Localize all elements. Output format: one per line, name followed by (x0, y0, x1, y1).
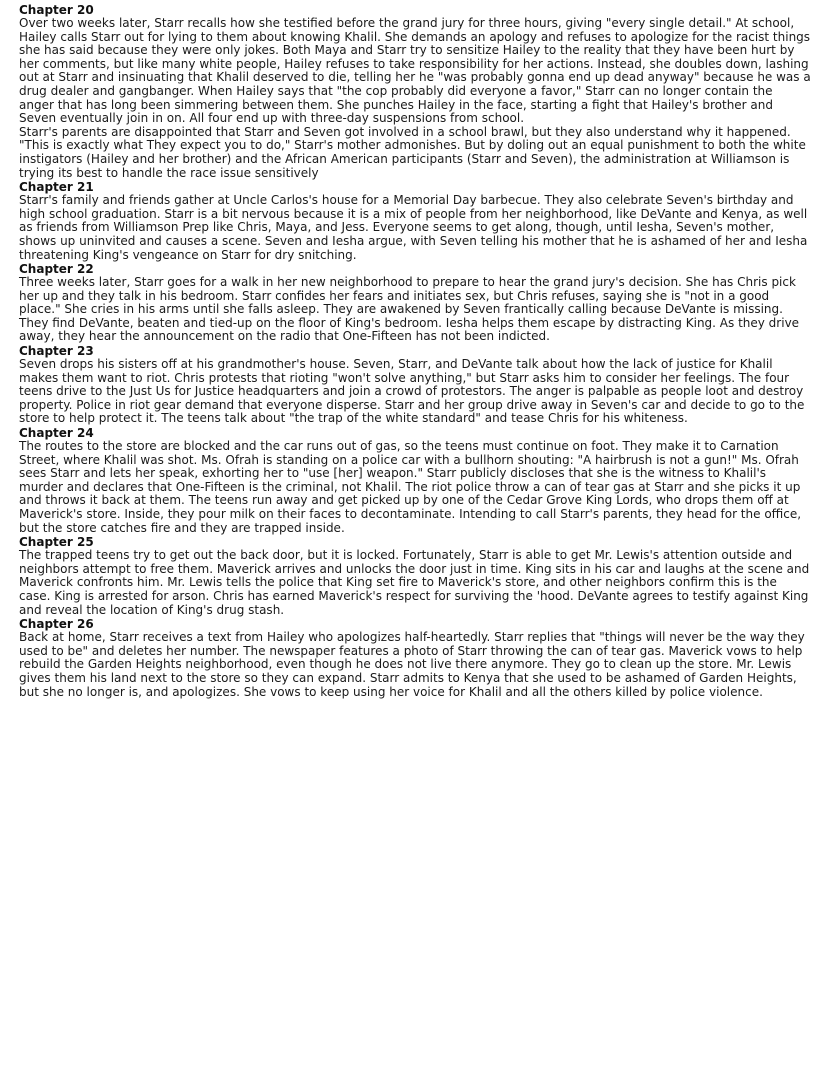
chapter-23-section (19, 344, 811, 426)
chapter-paragraph: The routes to the store are blocked and the car runs out of gas, so the teens must continue on foot. They make it to Carnation Street, where Khalil was shot. Ms. Ofrah is standing on a police car with a bullhorn shouting: "A hairbrush is not a gun!" Ms. Ofrah sees Starr and lets her speak, exhorting her to "use [her] weapon." Starr publicly discloses that she is the witness to Khalil's murder and declares that One-Fifteen is the criminal, not Khalil. The riot police throw a can of tear gas at Starr and she picks it up and throws it back at them. The teens run away and get picked up by one of the Cedar Grove King Lords, who drops them off at Maverick's store. Inside, they pour milk on their faces to decontaminate. Intending to call Starr's parents, they head for the office, but the store catches fire and they are trapped inside. (19, 439, 802, 535)
chapter-paragraph: Starr's family and friends gather at Uncle Carlos's house for a Memorial Day barbecue. They also celebrate Seven's birthday and high school graduation. Starr is a bit nervous because it is a mix of people from her neighborhood, like DeVante and Kenya, as well as friends from Williamson Prep like Chris, Maya, and Jess. Everyone seems to get along, though, until Iesha, Seven's mother, shows up uninvited and causes a scene. Seven and Iesha argue, with Seven telling his mother that he is ashamed of her and Iesha threatening King's vengeance on Starr for dry snitching. (19, 193, 808, 262)
chapter-paragraph: Back at home, Starr receives a text from Hailey who apologizes half-heartedly. Starr replies that "things will never be the way they used to be" and deletes her number. The newspaper features a photo of Starr throwing the can of tear gas. Maverick vows to help rebuild the Garden Heights neighborhood, even though he does not live there anymore. They go to clean up the store. Mr. Lewis gives them his land next to the store so they can expand. Starr admits to Kenya that she used to be ashamed of Garden Heights, but she no longer is, and apologizes. She vows to keep using her voice for Khalil and all the others killed by police violence. (19, 630, 805, 699)
chapter-paragraph: Over two weeks later, Starr recalls how she testified before the grand jury for three hours, giving "every single detail." At school, Hailey calls Starr out for lying to them about knowing Khalil. She demands an apology and refuses to apologize for the racist things she has said because they were only jokes. Both Maya and Starr try to sensitize Hailey to the reality that they have been hurt by her comments, but like many white people, Hailey refuses to take responsibility for her actions. Instead, she doubles down, lashing out at Starr and insinuating that Khalil deserved to die, telling her he "was probably gonna end up dead anyway" because he was a drug dealer and gangbanger. When Hailey says that "the cop probably did everyone a favor," Starr can no longer contain the anger that has long been simmering between them. She punches Hailey in the face, starting a fight that Hailey's brother and Seven eventually join in on. All four end up with three-day suspensions from school. (19, 16, 811, 126)
chapter-20-section (19, 3, 811, 180)
chapter-heading: Chapter 25 (19, 535, 94, 550)
chapter-heading: Chapter 24 (19, 426, 94, 441)
chapter-heading: Chapter 21 (19, 180, 94, 195)
document-body (19, 3, 811, 699)
chapter-heading: Chapter 23 (19, 344, 94, 359)
chapter-21-section (19, 180, 811, 262)
chapter-22-section (19, 262, 811, 344)
chapter-paragraph: Seven drops his sisters off at his grandmother's house. Seven, Starr, and DeVante talk about how the lack of justice for Khalil makes them want to riot. Chris protests that rioting "won't solve anything," but Starr asks him to consider her feelings. The four teens drive to the Just Us for Justice headquarters and join a crowd of protestors. The anger is palpable as people loot and destroy property. Police in riot gear demand that everyone disperse. Starr and her group drive away in Seven's car and decide to go to the store to help protect it. The teens talk about "the trap of the white standard" and tease Chris for his whiteness. (19, 357, 805, 426)
chapter-heading: Chapter 20 (19, 3, 94, 17)
chapter-heading: Chapter 22 (19, 262, 94, 277)
chapter-paragraph: The trapped teens try to get out the back door, but it is locked. Fortunately, Starr is able to get Mr. Lewis's attention outside and neighbors attempt to free them. Maverick arrives and unlocks the door just in time. King sits in his car and laughs at the scene and Maverick confronts him. Mr. Lewis tells the police that King set fire to Maverick's store, and other neighbors confirm this is the case. King is arrested for arson. Chris has earned Maverick's respect for surviving the 'hood. DeVante agrees to testify against King and reveal the location of King's drug stash. (19, 548, 810, 617)
chapter-heading: Chapter 26 (19, 617, 94, 632)
chapter-26-section (19, 617, 811, 699)
chapter-paragraph: Starr's parents are disappointed that Starr and Seven got involved in a school brawl, but they also understand why it happened. "This is exactly what They expect you to do," Starr's mother admonishes. But by doling out an equal punishment to both the white instigators (Hailey and her brother) and the African American participants (Starr and Seven), the administration at Williamson is trying its best to handle the race issue sensitively (19, 124, 806, 180)
chapter-24-section (19, 426, 811, 535)
chapter-paragraph: Three weeks later, Starr goes for a walk in her new neighborhood to prepare to hear the grand jury's decision. She has Chris pick her up and they talk in his bedroom. Starr confides her fears and initiates sex, but Chris refuses, saying she is "not in a good place." She cries in his arms until she falls asleep. They are awakened by Seven frantically calling because DeVante is missing. They find DeVante, beaten and tied-up on the floor of King's bedroom. Iesha helps them escape by distracting King. As they drive away, they hear the announcement on the radio that One-Fifteen has not been indicted. (19, 275, 800, 344)
chapter-25-section (19, 535, 811, 617)
